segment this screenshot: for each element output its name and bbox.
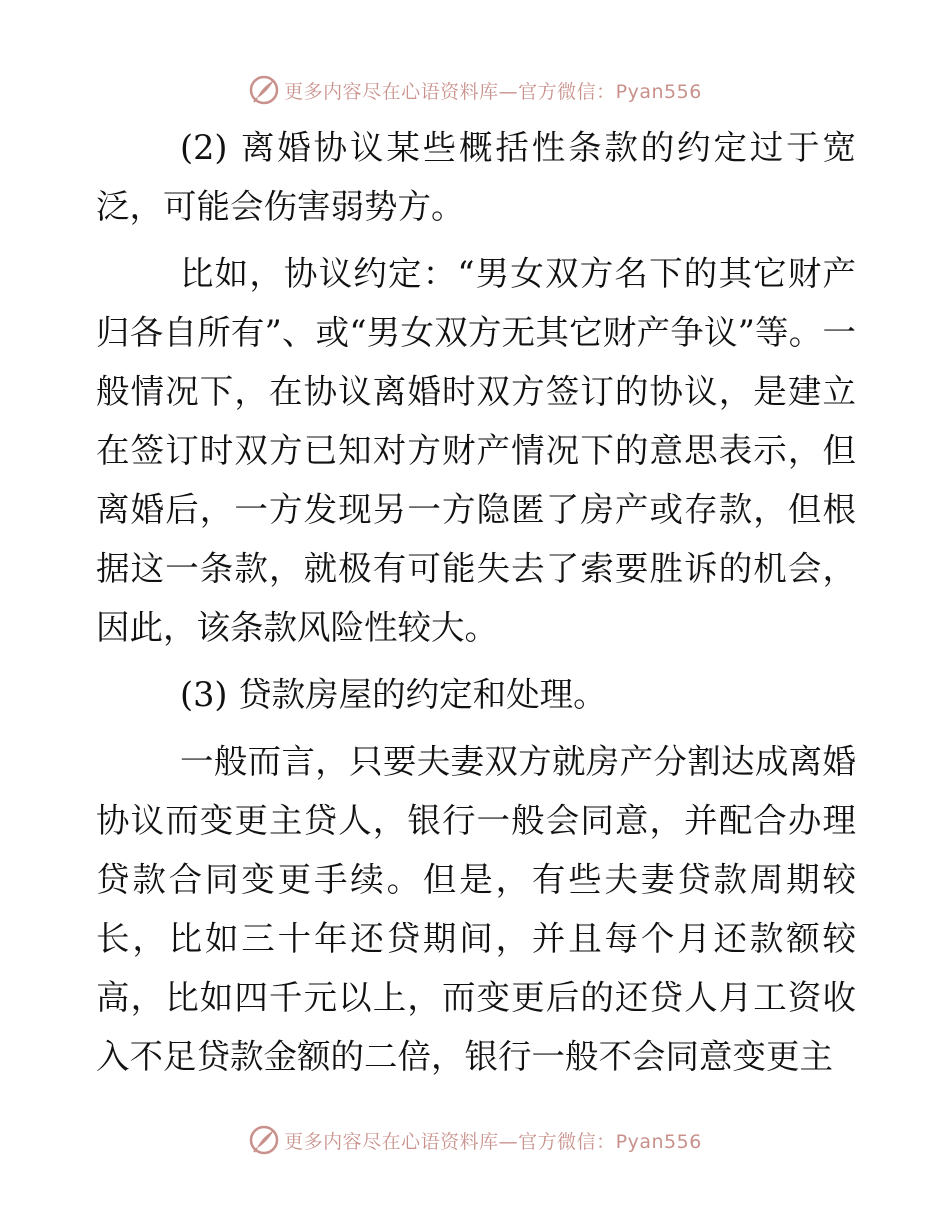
paragraph: 比如，协议约定：“男女双方名下的其它财产归各自所有”、或“男女双方无其它财产争议”等。一般情况下，在协议离婚时双方签订的协议，是建立在签订时双方已知对方财产情况下的意思表示，但离婚后，一方发现另一方隐匿了房产或存款，但根据这一条款，就极有可能失去了索要胜诉的机会，因此，该条款风险性较大。	[96, 254, 856, 647]
paragraph: (3) 贷款房屋的约定和处理。	[180, 675, 607, 714]
quill-logo-icon	[248, 1124, 280, 1156]
header-watermark	[0, 70, 950, 110]
document-body	[96, 118, 856, 1086]
paragraph: 一般而言，只要夫妻双方就房产分割达成离婚协议而变更主贷人，银行一般会同意，并配合办理贷款合同变更手续。但是，有些夫妻贷款周期较长，比如三十年还贷期间，并且每个月还款额较高，比如四千元以上，而变更后的还贷人月工资收入不足贷款金额的二倍，银行一般不会同意变更主	[96, 742, 856, 1076]
footer-watermark	[0, 1120, 950, 1160]
watermark-text: 更多内容尽在心语资料库—官方微信：Pyan556	[284, 80, 702, 103]
watermark-text: 更多内容尽在心语资料库—官方微信：Pyan556	[284, 1130, 702, 1153]
paragraph: (2) 离婚协议某些概括性条款的约定过于宽泛，可能会伤害弱势方。	[96, 128, 856, 226]
quill-logo-icon	[248, 74, 280, 106]
